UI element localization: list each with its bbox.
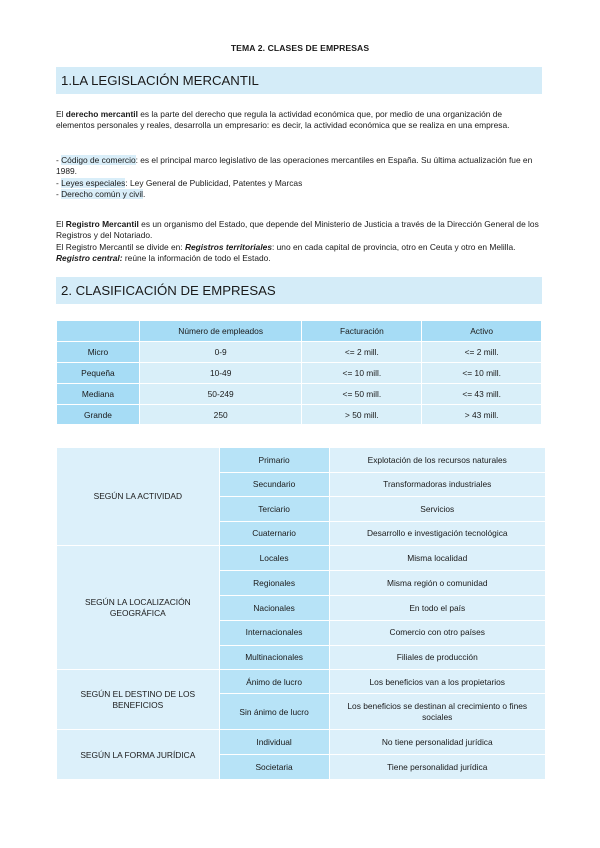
category-cell: SEGÚN LA FORMA JURÍDICA [57, 730, 220, 780]
subtype-cell: Primario [219, 448, 329, 473]
paragraph-derecho-mercantil: El derecho mercantil es la parte del derecho que regula la actividad económica que, por medio de una organización de elementos personales y reales, desarrolla un empresario: es decir, la actividad económica que se realiza en una empresa. [56, 109, 510, 131]
subtype-cell: Internacionales [219, 620, 329, 645]
table-cell: <= 43 mill. [422, 383, 542, 404]
description-cell: Servicios [329, 497, 546, 522]
list-item: - Derecho común y civil. [56, 188, 146, 199]
table-row [57, 341, 542, 362]
term-derecho-mercantil: derecho mercantil [65, 109, 138, 119]
description-cell: Los beneficios van a los propietarios [329, 670, 546, 694]
table-row [57, 730, 546, 755]
description-cell: Filiales de producción [329, 645, 546, 670]
subtype-cell: Nacionales [219, 595, 329, 620]
subtype-cell: Locales [219, 546, 329, 571]
description-cell: Comercio con otro países [329, 620, 546, 645]
section-heading-clasificacion: 2. CLASIFICACIÓN DE EMPRESAS [56, 277, 542, 304]
table-header: Número de empleados [139, 321, 302, 342]
term-registros-territoriales: Registros territoriales [184, 241, 272, 252]
description-cell: Desarrollo e investigación tecnológica [329, 521, 546, 546]
term-leyes-especiales: Leyes especiales [61, 177, 126, 188]
subtype-cell: Terciario [219, 497, 329, 522]
table-cell: <= 10 mill. [422, 362, 542, 383]
table-row [57, 383, 542, 404]
table-row [57, 448, 546, 473]
section-heading-legislacion: 1.LA LEGISLACIÓN MERCANTIL [56, 67, 542, 94]
table-cell: Grande [57, 404, 140, 425]
table-cell: Pequeña [57, 362, 140, 383]
table-cell: <= 50 mill. [302, 383, 422, 404]
term-codigo-comercio: Código de comercio [61, 155, 136, 165]
list-item: - Código de comercio: es el principal marco legislativo de las operaciones mercantiles en España. Su última actualización fue en 1989. [56, 155, 533, 177]
term-derecho-comun: Derecho común y civil [61, 188, 144, 199]
category-cell: SEGÚN LA ACTIVIDAD [57, 448, 220, 546]
table-row [57, 670, 546, 694]
description-cell: Transformadoras industriales [329, 472, 546, 497]
table-row [57, 546, 546, 571]
table-cell: Micro [57, 341, 140, 362]
table-cell: <= 2 mill. [422, 341, 542, 362]
subtype-cell: Cuaternario [219, 521, 329, 546]
table-cell: 50-249 [139, 383, 302, 404]
table-cell: 0-9 [139, 341, 302, 362]
list-item: - Leyes especiales: Ley General de Publicidad, Patentes y Marcas [56, 177, 303, 188]
term-registro-central: Registro central: [56, 252, 123, 263]
subtype-cell: Societaria [219, 755, 329, 780]
table-cell: 250 [139, 404, 302, 425]
legislation-list [56, 155, 542, 200]
subtype-cell: Regionales [219, 571, 329, 596]
description-cell: Misma localidad [329, 546, 546, 571]
table-cell: > 43 mill. [422, 404, 542, 425]
table-header: Facturación [302, 321, 422, 342]
table-row [57, 404, 542, 425]
table-cell: <= 10 mill. [302, 362, 422, 383]
description-cell: En todo el país [329, 595, 546, 620]
description-cell: Los beneficios se destinan al crecimiento o fines sociales [329, 694, 546, 730]
subtype-cell: Secundario [219, 472, 329, 497]
category-cell: SEGÚN EL DESTINO DE LOS BENEFICIOS [57, 670, 220, 730]
table-cell: <= 2 mill. [302, 341, 422, 362]
table-cell: Mediana [57, 383, 140, 404]
paragraph-registro-mercantil: El Registro Mercantil es un organismo del Estado, que depende del Ministerio de Justicia a través de la Dirección General de los Registros y del Notariado. El Registro Mercantil se divide en: Registros territoriales: uno en cada capital de provincia, otro en Ceuta y otro en Melilla. Registro central: reúne la información de todo el Estado. [56, 219, 539, 263]
company-classification-table [56, 447, 546, 780]
description-cell: Misma región o comunidad [329, 571, 546, 596]
description-cell: No tiene personalidad jurídica [329, 730, 546, 755]
term-registro-mercantil: Registro Mercantil [65, 219, 139, 229]
table-cell: > 50 mill. [302, 404, 422, 425]
subtype-cell: Individual [219, 730, 329, 755]
company-size-table [56, 320, 542, 425]
description-cell: Tiene personalidad jurídica [329, 755, 546, 780]
subtype-cell: Ánimo de lucro [219, 670, 329, 694]
subtype-cell: Sin ánimo de lucro [219, 694, 329, 730]
table-header-row [57, 321, 542, 342]
table-header [57, 321, 140, 342]
table-header: Activo [422, 321, 542, 342]
page-title: TEMA 2. CLASES DE EMPRESAS [230, 43, 370, 53]
category-cell: SEGÚN LA LOCALIZACIÓN GEOGRÁFICA [57, 546, 220, 670]
subtype-cell: Multinacionales [219, 645, 329, 670]
table-row [57, 362, 542, 383]
description-cell: Explotación de los recursos naturales [329, 448, 546, 473]
table-cell: 10-49 [139, 362, 302, 383]
